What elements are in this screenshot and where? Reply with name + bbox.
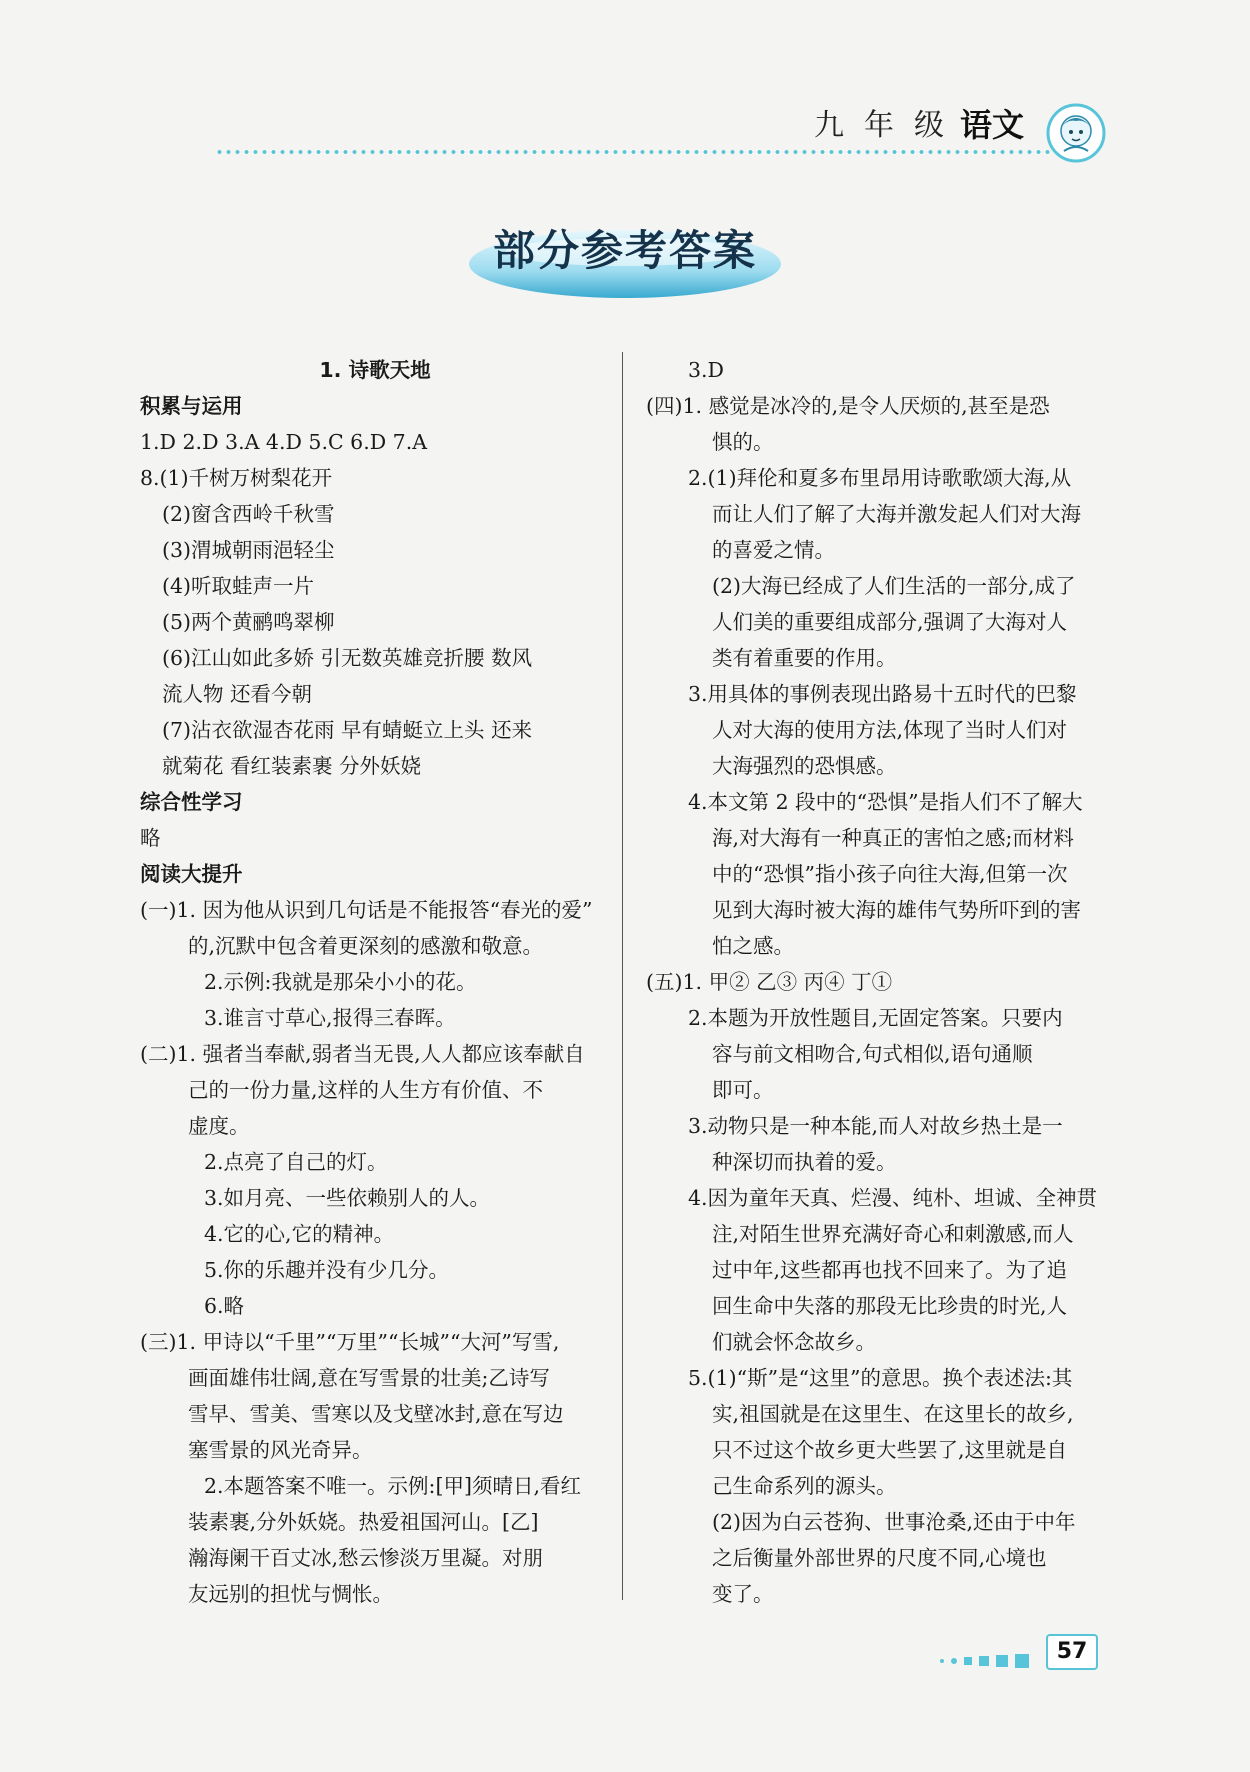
answer-line: (三)1. 甲诗以“千里”“万里”“长城”“大河”写雪, bbox=[140, 1330, 560, 1354]
subject-label: 语文 bbox=[960, 106, 1025, 144]
answer-line: 海,对大海有一种真正的害怕之感;而材料 bbox=[712, 826, 1074, 850]
answer-line: 4.因为童年天真、烂漫、纯朴、坦诚、全神贯 bbox=[688, 1186, 1098, 1210]
answer-line: (4)听取蛙声一片 bbox=[162, 574, 315, 598]
answer-line: 回生命中失落的那段无比珍贵的时光,人 bbox=[712, 1294, 1068, 1318]
chapter-title: 1. 诗歌天地 bbox=[319, 358, 431, 382]
answer-line: 种深切而执着的爱。 bbox=[712, 1150, 897, 1174]
answer-line: 过中年,这些都再也找不回来了。为了追 bbox=[712, 1258, 1068, 1282]
section-heading: 积累与运用 bbox=[140, 394, 243, 418]
answer-line: (一)1. 因为他从识到几句话是不能报答“春光的爱” bbox=[140, 898, 593, 922]
answer-line: 雪早、雪美、雪寒以及戈壁冰封,意在写边 bbox=[188, 1402, 564, 1426]
answer-line: 8.(1)千树万树梨花开 bbox=[140, 466, 333, 490]
answer-line: 3.动物只是一种本能,而人对故乡热土是一 bbox=[688, 1114, 1063, 1138]
answer-line: 注,对陌生世界充满好奇心和刺激感,而人 bbox=[712, 1222, 1074, 1246]
right-column bbox=[646, 352, 1106, 1612]
answer-line: 的,沉默中包含着更深刻的感激和敬意。 bbox=[188, 934, 544, 958]
answer-line: 4.它的心,它的精神。 bbox=[204, 1222, 395, 1246]
answer-line: 2.点亮了自己的灯。 bbox=[204, 1150, 388, 1174]
answer-line: 1.D 2.D 3.A 4.D 5.C 6.D 7.A bbox=[140, 430, 428, 454]
answer-line: 略 bbox=[140, 826, 161, 850]
answer-line: 2.本题答案不唯一。示例:[甲]须晴日,看红 bbox=[204, 1474, 581, 1498]
header-dotted-rule bbox=[215, 150, 1065, 154]
answer-line: 3.谁言寸草心,报得三春晖。 bbox=[204, 1006, 456, 1030]
answer-line: 5.你的乐趣并没有少几分。 bbox=[204, 1258, 450, 1282]
answer-line: 流人物 还看今朝 bbox=[162, 682, 313, 706]
column-divider bbox=[622, 352, 623, 1600]
answer-line: 5.(1)“斯”是“这里”的意思。换个表述法:其 bbox=[688, 1366, 1073, 1390]
answer-line: 装素裹,分外妖娆。热爱祖国河山。[乙] bbox=[188, 1510, 539, 1534]
answer-line: 大海强烈的恐惧感。 bbox=[712, 754, 897, 778]
answer-line: (2)大海已经成了人们生活的一部分,成了 bbox=[712, 574, 1076, 598]
answer-line: 己生命系列的源头。 bbox=[712, 1474, 897, 1498]
page-number: 57 bbox=[1046, 1634, 1098, 1670]
answer-line: 4.本文第 2 段中的“恐惧”是指人们不了解大 bbox=[688, 790, 1083, 814]
answer-line: 的喜爱之情。 bbox=[712, 538, 835, 562]
answer-line: 而让人们了解了大海并激发起人们对大海 bbox=[712, 502, 1081, 526]
answer-line: 3.用具体的事例表现出路易十五时代的巴黎 bbox=[688, 682, 1077, 706]
answer-line: (3)渭城朝雨浥轻尘 bbox=[162, 538, 335, 562]
answer-line: 类有着重要的作用。 bbox=[712, 646, 897, 670]
answer-line: (7)沾衣欲湿杏花雨 早有蜻蜓立上头 还来 bbox=[162, 718, 533, 742]
answer-line: 2.示例:我就是那朵小小的花。 bbox=[204, 970, 477, 994]
answer-line: 只不过这个故乡更大些罢了,这里就是自 bbox=[712, 1438, 1068, 1462]
left-column bbox=[140, 352, 610, 1612]
section-heading: 阅读大提升 bbox=[140, 862, 243, 886]
answer-line: 实,祖国就是在这里生、在这里长的故乡, bbox=[712, 1402, 1074, 1426]
answer-line: 中的“恐惧”指小孩子向往大海,但第一次 bbox=[712, 862, 1068, 886]
answer-line: 3.如月亮、一些依赖别人的人。 bbox=[204, 1186, 491, 1210]
answer-line: 2.本题为开放性题目,无固定答案。只要内 bbox=[688, 1006, 1063, 1030]
grade-char: 级 bbox=[914, 108, 950, 143]
page-title: 部分参考答案 bbox=[492, 226, 757, 275]
answer-line: (2)窗含西岭千秋雪 bbox=[162, 502, 335, 526]
answer-line: 容与前文相吻合,句式相似,语句通顺 bbox=[712, 1042, 1033, 1066]
answer-line: 友远别的担忧与惆怅。 bbox=[188, 1582, 393, 1606]
grade-char: 九 bbox=[814, 108, 850, 143]
answer-line: 塞雪景的风光奇异。 bbox=[188, 1438, 373, 1462]
answer-line: (四)1. 感觉是冰冷的,是令人厌烦的,甚至是恐 bbox=[646, 394, 1050, 418]
answer-line: 惧的。 bbox=[712, 430, 774, 454]
answer-line: 人对大海的使用方法,体现了当时人们对 bbox=[712, 718, 1068, 742]
grade-char: 年 bbox=[864, 108, 900, 143]
answer-line: (6)江山如此多娇 引无数英雄竞折腰 数风 bbox=[162, 646, 533, 670]
answer-line: (二)1. 强者当奉献,弱者当无畏,人人都应该奉献自 bbox=[140, 1042, 585, 1066]
answer-line: 人们美的重要组成部分,强调了大海对人 bbox=[712, 610, 1068, 634]
answer-line: (2)因为白云苍狗、世事沧桑,还由于中年 bbox=[712, 1510, 1076, 1534]
answer-line: 虚度。 bbox=[188, 1114, 250, 1138]
answer-line: 就菊花 看红装素裹 分外妖娆 bbox=[162, 754, 422, 778]
answer-line: 己的一份力量,这样的人生方有价值、不 bbox=[188, 1078, 544, 1102]
answer-line: 怕之感。 bbox=[712, 934, 794, 958]
answer-line: (五)1. 甲② 乙③ 丙④ 丁① bbox=[646, 970, 893, 994]
answer-line: 画面雄伟壮阔,意在写雪景的壮美;乙诗写 bbox=[188, 1366, 550, 1390]
section-heading: 综合性学习 bbox=[140, 790, 243, 814]
answer-line: (5)两个黄鹂鸣翠柳 bbox=[162, 610, 335, 634]
grade-label bbox=[814, 100, 964, 144]
answer-line: 2.(1)拜伦和夏多布里昂用诗歌歌颂大海,从 bbox=[688, 466, 1072, 490]
answer-line: 瀚海阑干百丈冰,愁云惨淡万里凝。对朋 bbox=[188, 1546, 544, 1570]
answer-line: 变了。 bbox=[712, 1582, 774, 1606]
answer-line: 之后衡量外部世界的尺度不同,心境也 bbox=[712, 1546, 1047, 1570]
mascot-icon bbox=[1046, 103, 1106, 163]
answer-line: 即可。 bbox=[712, 1078, 774, 1102]
answer-line: 3.D bbox=[688, 358, 724, 382]
answer-line: 见到大海时被大海的雄伟气势所吓到的害 bbox=[712, 898, 1081, 922]
footer-squares bbox=[940, 1650, 1036, 1669]
answer-line: 们就会怀念故乡。 bbox=[712, 1330, 876, 1354]
answer-line: 6.略 bbox=[204, 1294, 245, 1318]
